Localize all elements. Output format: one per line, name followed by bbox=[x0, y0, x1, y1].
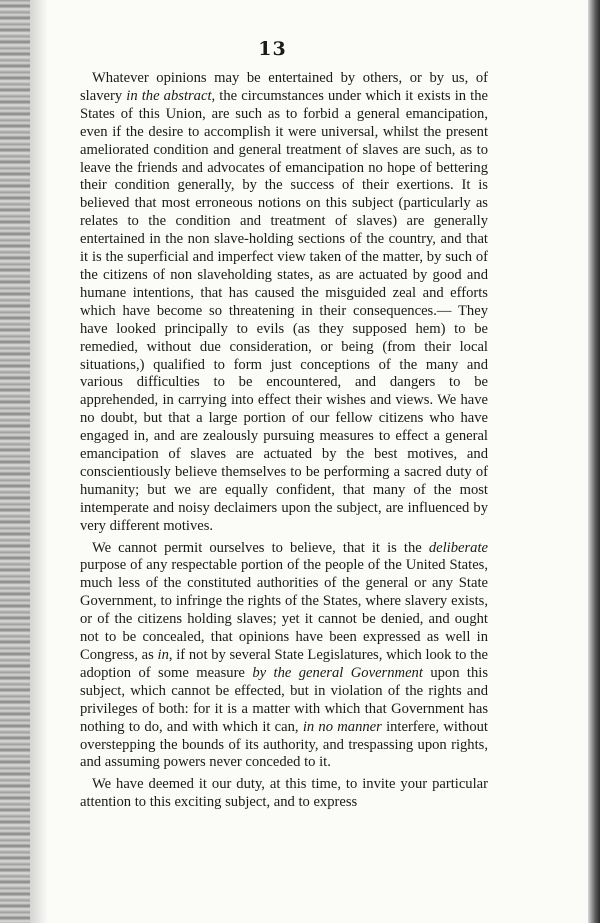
text-run: , if not by several State Legislatures, which look to the adoption of some measure bbox=[80, 647, 488, 681]
italic-run: in the abstract bbox=[126, 87, 212, 104]
paragraph bbox=[80, 776, 488, 812]
text-run: We cannot permit ourselves to believe, that it is the bbox=[92, 539, 429, 556]
body-text bbox=[80, 70, 488, 816]
text-run: upon this subject, which cannot be effected, but in violation of the rights and privileges of both: for it is a matter with which that Government has nothing to do, and with which it can, bbox=[80, 664, 489, 735]
text-run: We have deemed it our duty, at this time, to invite your particular attention to this exciting subject, and to express bbox=[80, 776, 488, 811]
italic-run: deliberate bbox=[428, 539, 488, 556]
paragraph bbox=[80, 540, 488, 773]
text-run: Whatever opinions may be entertained by others, or by us, of slavery bbox=[80, 70, 488, 104]
italic-run: in bbox=[157, 647, 169, 663]
page-number: 13 bbox=[258, 38, 287, 60]
binding-shadow bbox=[0, 0, 30, 923]
text-run: , the circumstances under which it exists in the States of this Union, are such as to forbid a general emancipation, even if the desire to accomplish it were universal, whilst the present ameliorated condition and general treatment of slaves are such, as to leave the friends and advocates of emancipation no hope of bettering their condition generally, by the success of their exertions. It is believed that most erroneous notions on this subject (particularly as relates to the condition and treatment of slaves) are generally entertained in the non slave-holding sections of the country, and that it is the superficial and imperfect view taken of the matter, by such of the citizens of non slaveholding states, as are actuated by good and humane intentions, that has caused the misguided zeal and efforts which have become so threatening in their consequences.— They have looked principally to evils (as they supposed hem) to be remedied, without due consideration, or being (from their local situations,) qualified to form just conceptions of the many and various difficulties to be encountered, and dangers to be apprehended, in carrying into effect their wishes and views. We have no doubt, but that a large portion of our fellow citizens who have engaged in, and are zealously pursuing measures to effect a general emancipation of slaves are actuated by the best motives, and conscientiously believe themselves to be performing a sacred duty of humanity; but we are equally confident, that many of the most intemperate and noisy declaimers upon the subject, are influenced by very different motives. bbox=[80, 87, 488, 534]
paragraph bbox=[80, 70, 488, 536]
italic-run: in no manner bbox=[302, 718, 382, 735]
text-run: purpose of any respectable portion of the people of the United States, much less of the constituted authorities of the general or any State Government, to infringe the rights of the States, where slavery exists, or of the citizens holding slaves; yet it cannot be denied, and ought not to be concealed, that opinions have been expressed as well in Congress, as bbox=[80, 557, 488, 663]
text-run: interfere, without overstepping the bounds of its authority, and trespassing upon rights, and assuming powers never conceded to it. bbox=[80, 718, 488, 771]
page-edge bbox=[588, 0, 600, 923]
italic-run: by the general Government bbox=[252, 664, 423, 681]
